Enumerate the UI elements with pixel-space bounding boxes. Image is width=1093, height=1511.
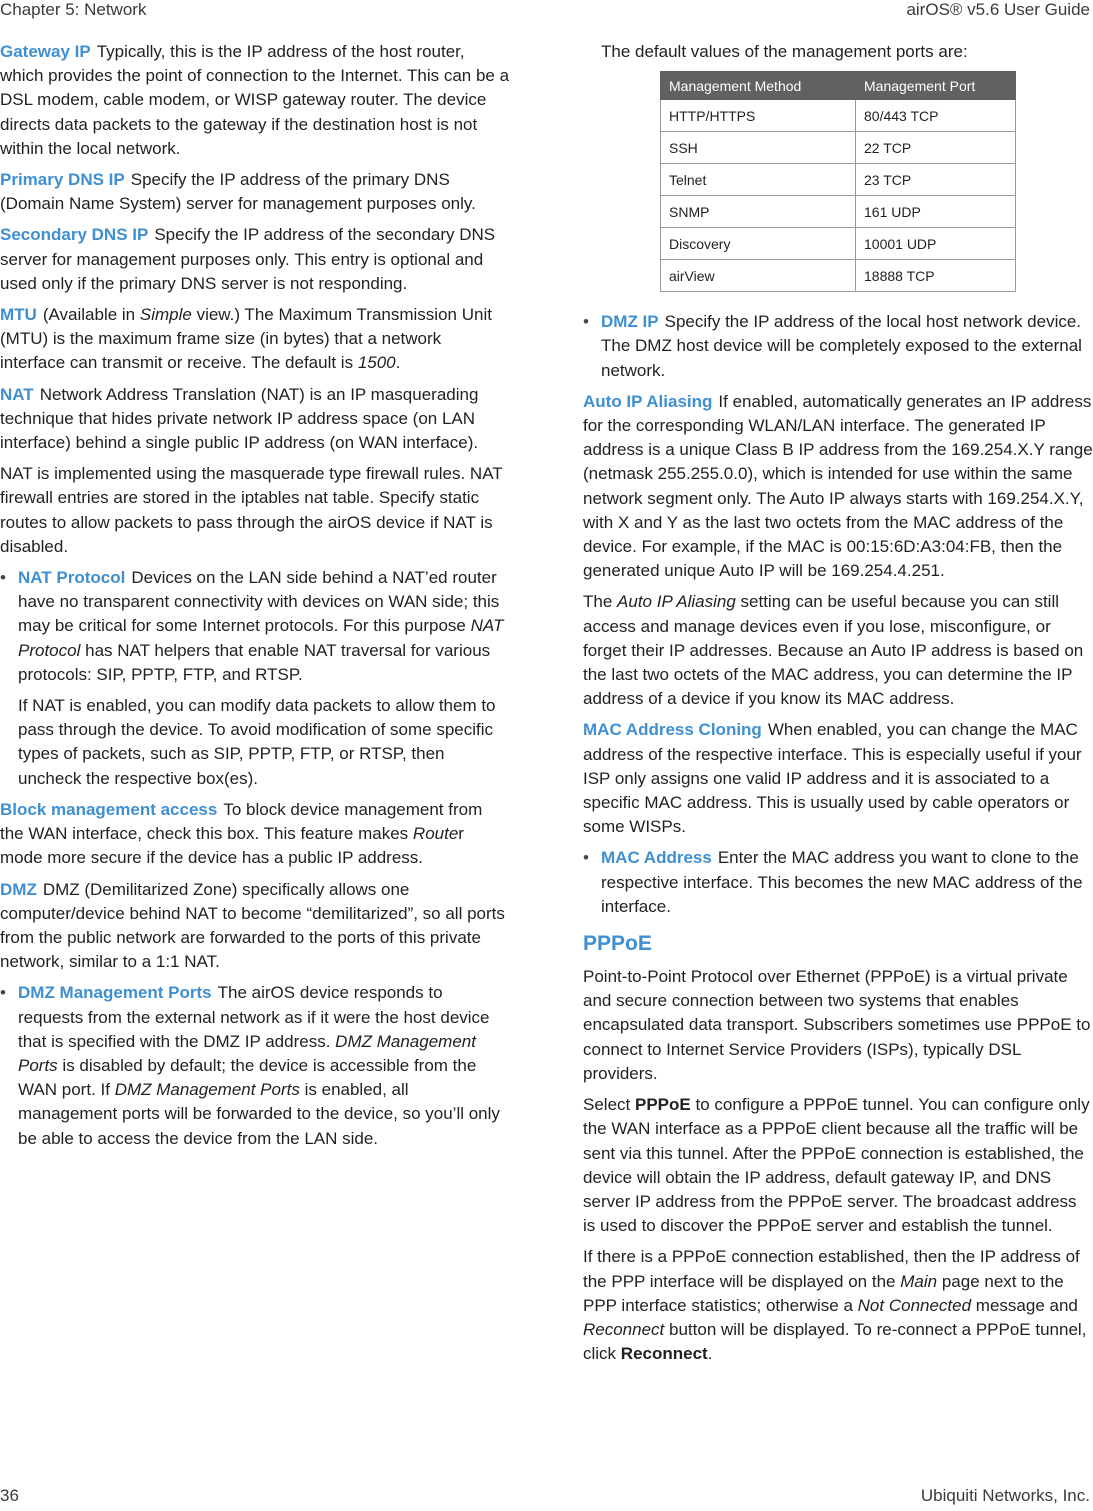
block-management-em: Route (412, 824, 459, 844)
pppoe-bold: PPPoE (634, 1095, 691, 1115)
dmz-management-ports-term: DMZ Management Ports (18, 983, 212, 1003)
gateway-ip-term: Gateway IP (0, 42, 91, 61)
dmz-management-ports-bullet (0, 981, 510, 1150)
mtu-desc-3: . (395, 353, 401, 373)
dmz-ip-bullet (583, 310, 1093, 383)
mtu-entry (0, 303, 510, 376)
nat-entry (0, 383, 510, 456)
table-cell-port: 80/443 TCP (856, 100, 1016, 132)
pppoe-reconnect-bold: Reconnect (620, 1344, 708, 1364)
primary-dns-entry (0, 168, 510, 216)
table-header-row (661, 72, 1016, 100)
dmz-ports-em-2: DMZ Management Ports (114, 1080, 300, 1100)
table-row (661, 132, 1016, 164)
table-header-method: Management Method (661, 72, 856, 100)
auto-ip-aliasing-term: Auto IP Aliasing (583, 391, 713, 411)
table-cell-method: Discovery (661, 228, 856, 260)
auto-ip-para2-2: setting can be useful because you can still access and manage devices even if you lose, misconfigure, or forget their IP addresses. Because an Auto IP address is based on the last two octets of the MAC address, you can determine the IP address of a device if you know its MAC address. (583, 592, 1084, 709)
mac-address-bullet (583, 846, 1093, 919)
nat-protocol-desc-2: has NAT helpers that enable NAT traversal for various protocols: SIP, PPTP, FTP, and RTSP. (18, 640, 491, 684)
auto-ip-aliasing-entry (583, 390, 1093, 584)
pppoe-para2-1: Select (583, 1095, 631, 1115)
secondary-dns-entry (0, 223, 510, 296)
bullet-marker: • (0, 568, 6, 588)
secondary-dns-desc: Specify the IP address of the secondary DNS server for management purposes only. This entry is optional and used only if the primary DNS server is not responding. (0, 225, 496, 293)
table-row (661, 260, 1016, 292)
pppoe-heading: PPPoE (583, 932, 652, 956)
pppoe-reconnect-em: Reconnect (583, 1319, 665, 1339)
table-cell-port: 161 UDP (856, 196, 1016, 228)
gateway-ip-entry (0, 40, 510, 161)
nat-implementation-para: NAT is implemented using the masquerade type firewall rules. NAT firewall entries are stored in the iptables nat table. Specify static routes to allow packets to pass through the airOS device if NAT is disabled. (0, 464, 503, 556)
dmz-entry (0, 878, 510, 975)
auto-ip-aliasing-desc: If enabled, automatically generates an IP address for the corresponding WLAN/LAN interface. The generated IP address is a unique Class B IP address from the 169.254.X.Y range (netmask 255.255.0.0), which is intended for use within the same network segment only. The Auto IP always starts with 169.254.X.Y, with X and Y as the last two octets from the MAC address of the device. For example, if the MAC is 00:15:6D:A3:04:FB, then the generated unique Auto IP will be 169.254.4.251. (583, 391, 1093, 581)
table-row (661, 164, 1016, 196)
bullet-marker: • (0, 983, 6, 1003)
block-management-entry (0, 798, 510, 871)
secondary-dns-term: Secondary DNS IP (0, 225, 149, 245)
auto-ip-para2-1: The (583, 592, 613, 612)
nat-term: NAT (0, 384, 34, 404)
mac-address-cloning-term: MAC Address Cloning (583, 720, 762, 740)
mtu-simple-em: Simple (139, 305, 192, 325)
pppoe-para3-4: button will be displayed. To re-connect a PPPoE tunnel, click (583, 1319, 1087, 1364)
nat-protocol-term: NAT Protocol (18, 568, 126, 588)
mac-address-cloning-entry (583, 718, 1093, 839)
table-cell-port: 23 TCP (856, 164, 1016, 196)
table-row (661, 100, 1016, 132)
management-ports-intro: The default values of the management ports are: (601, 42, 968, 61)
bullet-marker: • (583, 312, 589, 332)
mtu-default-em: 1500 (357, 353, 396, 373)
pppoe-para2-2: to configure a PPPoE tunnel. You can configure only the WAN interface as a PPPoE client because all the traffic will be sent via this tunnel. After the PPPoE connection is established, the device will obtain the IP address, default gateway IP, and DNS server IP address from the PPPoE server. The broadcast address is used to discover the PPPoE server and establish the tunnel. (583, 1095, 1090, 1236)
block-management-term: Block management access (0, 799, 218, 819)
primary-dns-desc: Specify the IP address of the primary DNS (Domain Name System) server for management purposes only. (0, 170, 476, 214)
pppoe-para3 (583, 1245, 1093, 1366)
footer-page-number: 36 (0, 1486, 19, 1505)
pppoe-not-connected-em: Not Connected (857, 1295, 972, 1315)
nat-protocol-bullet (0, 566, 510, 687)
mtu-desc-2: view.) The Maximum Transmission Unit (MTU) is the maximum frame size (in bytes) that a network interface can transmit or receive. The default is (0, 305, 492, 373)
table-cell-method: SNMP (661, 196, 856, 228)
table-cell-method: airView (661, 260, 856, 292)
dmz-ip-desc: Specify the IP address of the local host network device. The DMZ host device will be completely exposed to the external network. (601, 312, 1082, 380)
bullet-marker: • (583, 848, 589, 868)
mac-address-desc: Enter the MAC address you want to clone to the respective interface. This becomes the new MAC address of the interface. (601, 848, 1083, 916)
pppoe-para1: Point-to-Point Protocol over Ethernet (PPPoE) is a virtual private and secure connection between two systems that enables encapsulated data transport. Subscribers sometimes use PPPoE to connect to Internet Service Providers (ISPs), typically DSL providers. (583, 967, 1091, 1083)
gateway-ip-desc: Typically, this is the IP address of the host router, which provides the point of connection to the Internet. This can be a DSL modem, cable modem, or WISP gateway router. The device directs data packets to the gateway if the destination host is not within the local network. (0, 42, 510, 158)
table-cell-port: 22 TCP (856, 132, 1016, 164)
dmz-ports-desc-2: is disabled by default; the device is accessible from the WAN port. If (18, 1055, 477, 1100)
footer-company: Ubiquiti Networks, Inc. (920, 1486, 1090, 1505)
table-row (661, 228, 1016, 260)
table-cell-method: HTTP/HTTPS (661, 100, 856, 132)
dmz-desc: DMZ (Demilitarized Zone) specifically allows one computer/device behind NAT to become “demilitarized”, so all ports from the public network are forwarded to the ports of this private network, similar to a 1:1 NAT. (0, 879, 505, 972)
table-cell-method: SSH (661, 132, 856, 164)
left-column (0, 40, 510, 1158)
dmz-ports-desc-3: is enabled, all management ports will be forwarded to the device, so you’ll only be able to access the device from the LAN side. (18, 1080, 500, 1148)
table-cell-method: Telnet (661, 164, 856, 196)
nat-desc: Network Address Translation (NAT) is an IP masquerading technique that hides private network IP address space (on LAN interface) behind a single public IP address (on WAN interface). (0, 384, 479, 453)
auto-ip-aliasing-para2 (583, 590, 1093, 711)
dmz-ports-em-1: DMZ Management Ports (18, 1031, 476, 1075)
pppoe-para2 (583, 1093, 1093, 1238)
pppoe-para3-2: page next to the PPP interface statistics; otherwise a (583, 1271, 1064, 1315)
pppoe-para3-1: If there is a PPPoE connection established, then the IP address of the PPP interface will be displayed on the (583, 1247, 1080, 1291)
mtu-term: MTU (0, 305, 37, 325)
auto-ip-para2-em: Auto IP Aliasing (617, 592, 736, 612)
nat-protocol-desc-1: Devices on the LAN side behind a NAT’ed router have no transparent connectivity with devices on WAN side; this may be critical for some Internet protocols. For this purpose (18, 568, 500, 636)
dmz-ports-desc-1: The airOS device responds to requests from the external network as if it were the host device that is specified with the DMZ IP address. (18, 983, 490, 1051)
pppoe-main-em: Main (900, 1271, 938, 1291)
header-chapter: Chapter 5: Network (0, 0, 147, 19)
dmz-term: DMZ (0, 879, 37, 899)
right-column (583, 40, 1093, 1373)
table-row (661, 196, 1016, 228)
mtu-desc-1: (Available in (42, 305, 136, 325)
mac-address-term: MAC Address (601, 848, 712, 868)
nat-protocol-para2: If NAT is enabled, you can modify data packets to allow them to pass through the device. To avoid modification of some specific types of packets, such as SIP, PPTP, FTP, or RTSP, then uncheck the respective box(es). (18, 696, 496, 788)
management-ports-table (660, 71, 1016, 292)
pppoe-para3-3: message and (975, 1295, 1078, 1315)
mac-address-cloning-desc: When enabled, you can change the MAC address of the respective interface. This is especially useful if your ISP only assigns one valid IP address and it is associated to a specific MAC address. This is usually used by cable operators or some WISPs. (583, 720, 1082, 837)
primary-dns-term: Primary DNS IP (0, 170, 125, 190)
table-header-port: Management Port (856, 72, 1016, 100)
block-management-desc-1: To block device management from the WAN interface, check this box. This feature makes (0, 799, 483, 844)
dmz-ip-term: DMZ IP (601, 312, 659, 332)
pppoe-para3-5: . (707, 1344, 713, 1364)
block-management-desc-2: r mode more secure if the device has a public IP address. (0, 824, 464, 868)
table-cell-port: 10001 UDP (856, 228, 1016, 260)
header-guide-title: airOS® v5.6 User Guide (906, 0, 1090, 19)
nat-protocol-em: NAT Protocol (18, 616, 504, 660)
table-cell-port: 18888 TCP (856, 260, 1016, 292)
